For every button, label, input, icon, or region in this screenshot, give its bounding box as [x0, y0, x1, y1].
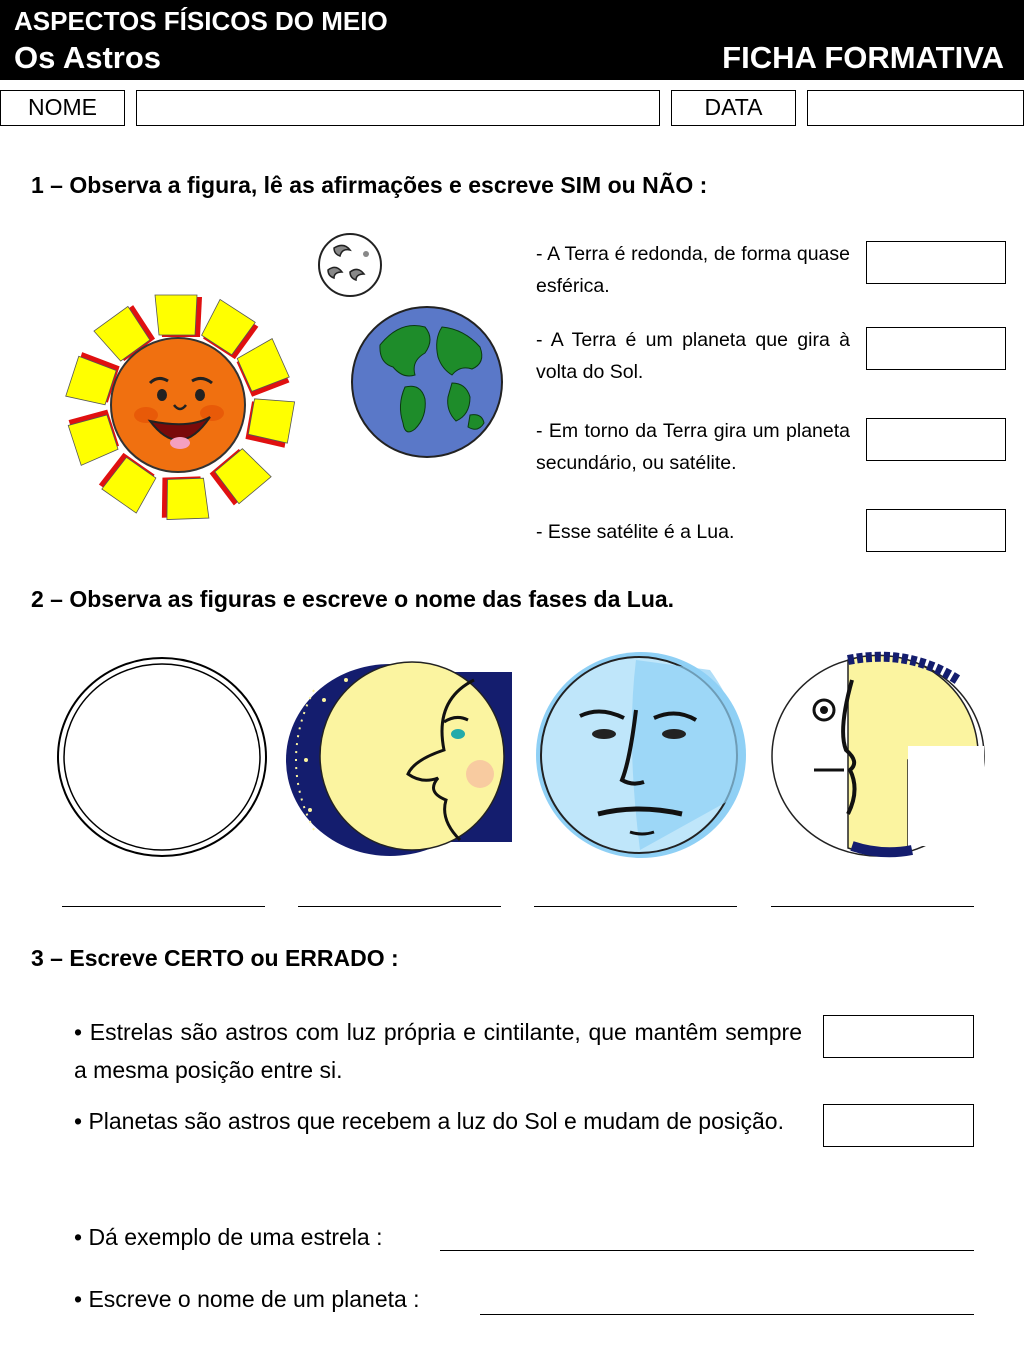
- planet-answer-line[interactable]: [480, 1292, 974, 1315]
- question-1-title: 1 – Observa a figura, lê as afirmações e escreve SIM ou NÃO :: [31, 172, 708, 198]
- q1-statement-4: - Esse satélite é a Lua.: [536, 521, 735, 543]
- sun-illustration: [40, 270, 320, 545]
- moon-phase-full-illustration: [534, 650, 748, 860]
- star-answer-line[interactable]: [440, 1228, 974, 1251]
- q3-answer-box-2[interactable]: [823, 1104, 974, 1147]
- moon-phase-quarter-illustration: [768, 650, 990, 862]
- name-label: NOME: [0, 90, 125, 126]
- moon-phase-answer-3[interactable]: [534, 888, 737, 907]
- header-subtitle: ASPECTOS FÍSICOS DO MEIO: [14, 6, 388, 36]
- header-bar: [0, 0, 1024, 80]
- q1-statement-2: - A Terra é um planeta que gira à volta do Sol.: [536, 329, 850, 383]
- moon-phase-answer-1[interactable]: [62, 888, 265, 907]
- moon-phase-answer-2[interactable]: [298, 888, 501, 907]
- moon-phase-crescent-illustration: [284, 660, 514, 860]
- q1-answer-box-4[interactable]: [866, 509, 1006, 552]
- q1-answer-box-1[interactable]: [866, 241, 1006, 284]
- small-moon-illustration: [316, 232, 386, 298]
- date-label: DATA: [671, 90, 796, 126]
- header-title: Os Astros: [14, 40, 162, 75]
- q1-statement-1: - A Terra é redonda, de forma quase esférica.: [536, 243, 850, 297]
- q1-answer-box-3[interactable]: [866, 418, 1006, 461]
- q3-statement-2: • Planetas são astros que recebem a luz do Sol e mudam de posição.: [74, 1108, 784, 1134]
- moon-phase-new-illustration: [56, 656, 270, 860]
- q3-statement-1: • Estrelas são astros com luz própria e cintilante, que mantêm sempre a mesma posição entre si.: [74, 1019, 802, 1083]
- name-field[interactable]: [136, 90, 660, 126]
- q3-answer-box-1[interactable]: [823, 1015, 974, 1058]
- sheet-type: FICHA FORMATIVA: [722, 40, 1004, 75]
- q1-answer-box-2[interactable]: [866, 327, 1006, 370]
- earth-illustration: [350, 305, 505, 460]
- prompt-star-example: • Dá exemplo de uma estrela :: [74, 1224, 383, 1250]
- date-field[interactable]: [807, 90, 1024, 126]
- moon-phase-answer-4[interactable]: [771, 888, 974, 907]
- question-2-title: 2 – Observa as figuras e escreve o nome das fases da Lua.: [31, 586, 675, 612]
- question-3-title: 3 – Escreve CERTO ou ERRADO :: [31, 945, 399, 971]
- prompt-planet-name: • Escreve o nome de um planeta :: [74, 1286, 420, 1312]
- q1-statement-3: - Em torno da Terra gira um planeta secundário, ou satélite.: [536, 420, 850, 474]
